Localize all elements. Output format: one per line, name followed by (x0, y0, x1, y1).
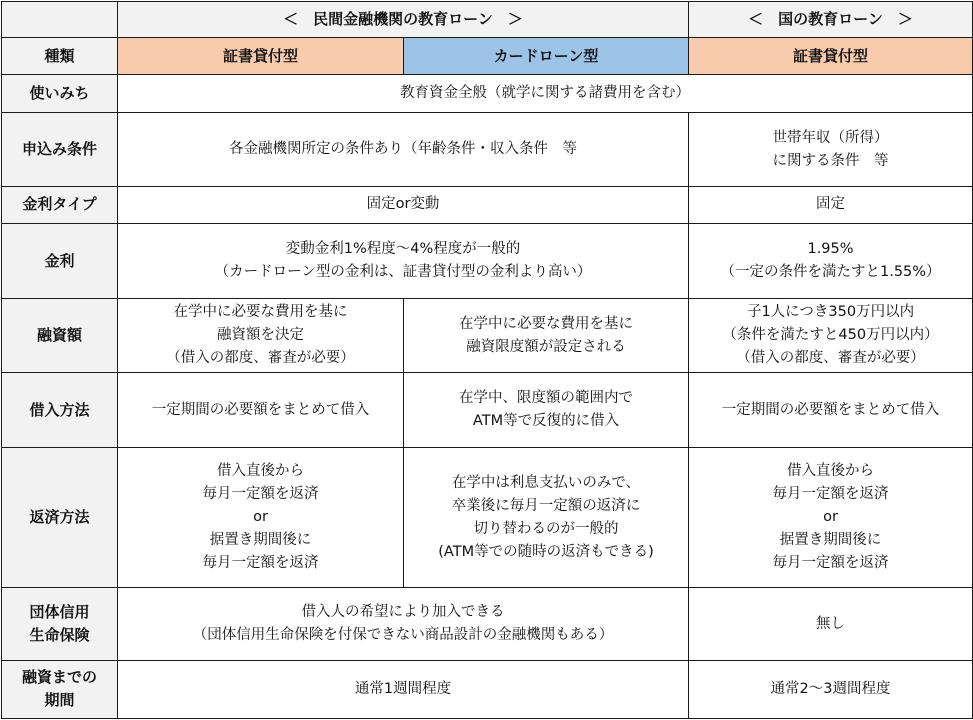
text-line: 1.95% (807, 241, 854, 258)
conditions-label: 申込み条件 (2, 113, 118, 186)
borrowing-label: 借入方法 (2, 373, 118, 447)
text-line: 毎月一定額を返済 (772, 555, 889, 572)
text-line: (ATM等での随時の返済もできる) (438, 543, 654, 560)
text-line: 据置き期間後に (779, 532, 882, 549)
rate-row (2, 223, 973, 298)
private-loan-header: ＜ 民間金融機関の教育ローン ＞ (118, 2, 689, 38)
text-line: 在学中に必要な費用を基に (459, 315, 633, 332)
national-period: 通常2～3週間程度 (689, 660, 973, 718)
corner-cell (2, 2, 118, 38)
conditions-row (2, 113, 973, 186)
usage-row (2, 75, 973, 113)
national-certificate-type: 証書貸付型 (689, 38, 973, 75)
text-line: （団体信用生命保険を付保できない商品設計の金融機関もある） (192, 627, 614, 643)
text-line: 変動金利1%程度～4%程度が一般的 (285, 241, 521, 258)
insurance-label (2, 588, 118, 660)
text-line: 借入直後から (787, 463, 875, 480)
text-line: （カードローン型の金利は、証書貸付型の金利より高い） (214, 264, 592, 281)
national-loan-header: ＜ 国の教育ローン ＞ (689, 2, 973, 38)
national-borrowing: 一定期間の必要額をまとめて借入 (689, 373, 973, 447)
text-line: に関する条件 等 (772, 152, 889, 169)
text-line: or (253, 509, 268, 526)
certificate-borrowing: 一定期間の必要額をまとめて借入 (118, 373, 404, 447)
repayment-label: 返済方法 (2, 447, 118, 588)
text-line: 子1人につき350万円以内 (746, 304, 915, 321)
text-line: 在学中は利息支払いのみで、 (451, 474, 641, 491)
text-line: 生命保険 (29, 626, 90, 644)
card-amount (404, 299, 689, 373)
rate-type-row (2, 186, 973, 223)
rate-type-label: 金利タイプ (2, 186, 118, 223)
repayment-row (2, 447, 973, 588)
text-line: 毎月一定額を返済 (202, 555, 319, 572)
private-certificate-type: 証書貸付型 (118, 38, 404, 75)
usage-value: 教育資金全般（就学に関する諸費用を含む） (118, 75, 973, 113)
national-conditions (689, 113, 973, 186)
private-conditions: 各金融機関所定の条件あり（年齢条件・収入条件 等 (118, 113, 689, 186)
text-line: 借入直後から (217, 463, 304, 480)
text-line: 毎月一定額を返済 (772, 486, 889, 503)
period-label (2, 660, 118, 718)
text-line: 在学中に必要な費用を基に (173, 304, 348, 321)
usage-label: 使いみち (2, 75, 118, 113)
text-line: 借入人の希望により加入できる (301, 604, 505, 620)
text-line: 卒業後に毎月一定額の返済に (451, 497, 641, 514)
text-line: 切り替わるのが一般的 (473, 520, 619, 537)
text-line: 世帯年収（所得） (772, 129, 889, 146)
private-rate (118, 223, 689, 298)
certificate-amount (118, 299, 404, 373)
text-line: or (823, 509, 838, 526)
text-line: 融資までの (21, 668, 97, 687)
text-line: 毎月一定額を返済 (202, 486, 319, 503)
period-row (2, 660, 973, 718)
loan-comparison-table (1, 1, 973, 719)
text-line: 融資額を決定 (217, 327, 304, 344)
amount-label: 融資額 (2, 299, 118, 373)
text-line: 在学中、限度額の範囲内で (459, 390, 633, 407)
national-rate (689, 223, 973, 298)
private-rate-type: 固定or変動 (118, 186, 689, 223)
type-row (2, 38, 973, 75)
insurance-row (2, 588, 973, 660)
borrowing-row (2, 373, 973, 447)
card-borrowing (404, 373, 689, 447)
text-line: ATM等で反復的に借入 (472, 413, 620, 430)
private-period: 通常1週間程度 (118, 660, 689, 718)
type-label: 種類 (2, 38, 118, 75)
text-line: （借入の都度、審査が必要） (736, 350, 925, 367)
national-repayment (689, 447, 973, 588)
card-repayment (404, 447, 689, 588)
header-row (2, 2, 973, 38)
national-amount (689, 299, 973, 373)
text-line: 団体信用 (29, 603, 90, 621)
amount-row (2, 299, 973, 373)
national-rate-type: 固定 (689, 186, 973, 223)
rate-label: 金利 (2, 223, 118, 298)
private-insurance (118, 588, 689, 660)
certificate-repayment (118, 447, 404, 588)
text-line: 融資限度額が設定される (466, 338, 626, 355)
text-line: 期間 (44, 691, 75, 710)
text-line: （一定の条件を満たすと1.55%） (720, 264, 941, 281)
text-line: （借入の都度、審査が必要） (166, 350, 355, 367)
text-line: 据置き期間後に (209, 532, 312, 549)
national-insurance: 無し (689, 588, 973, 660)
private-card-type: カードローン型 (404, 38, 689, 75)
text-line: （条件を満たすと450万円以内） (722, 327, 939, 344)
